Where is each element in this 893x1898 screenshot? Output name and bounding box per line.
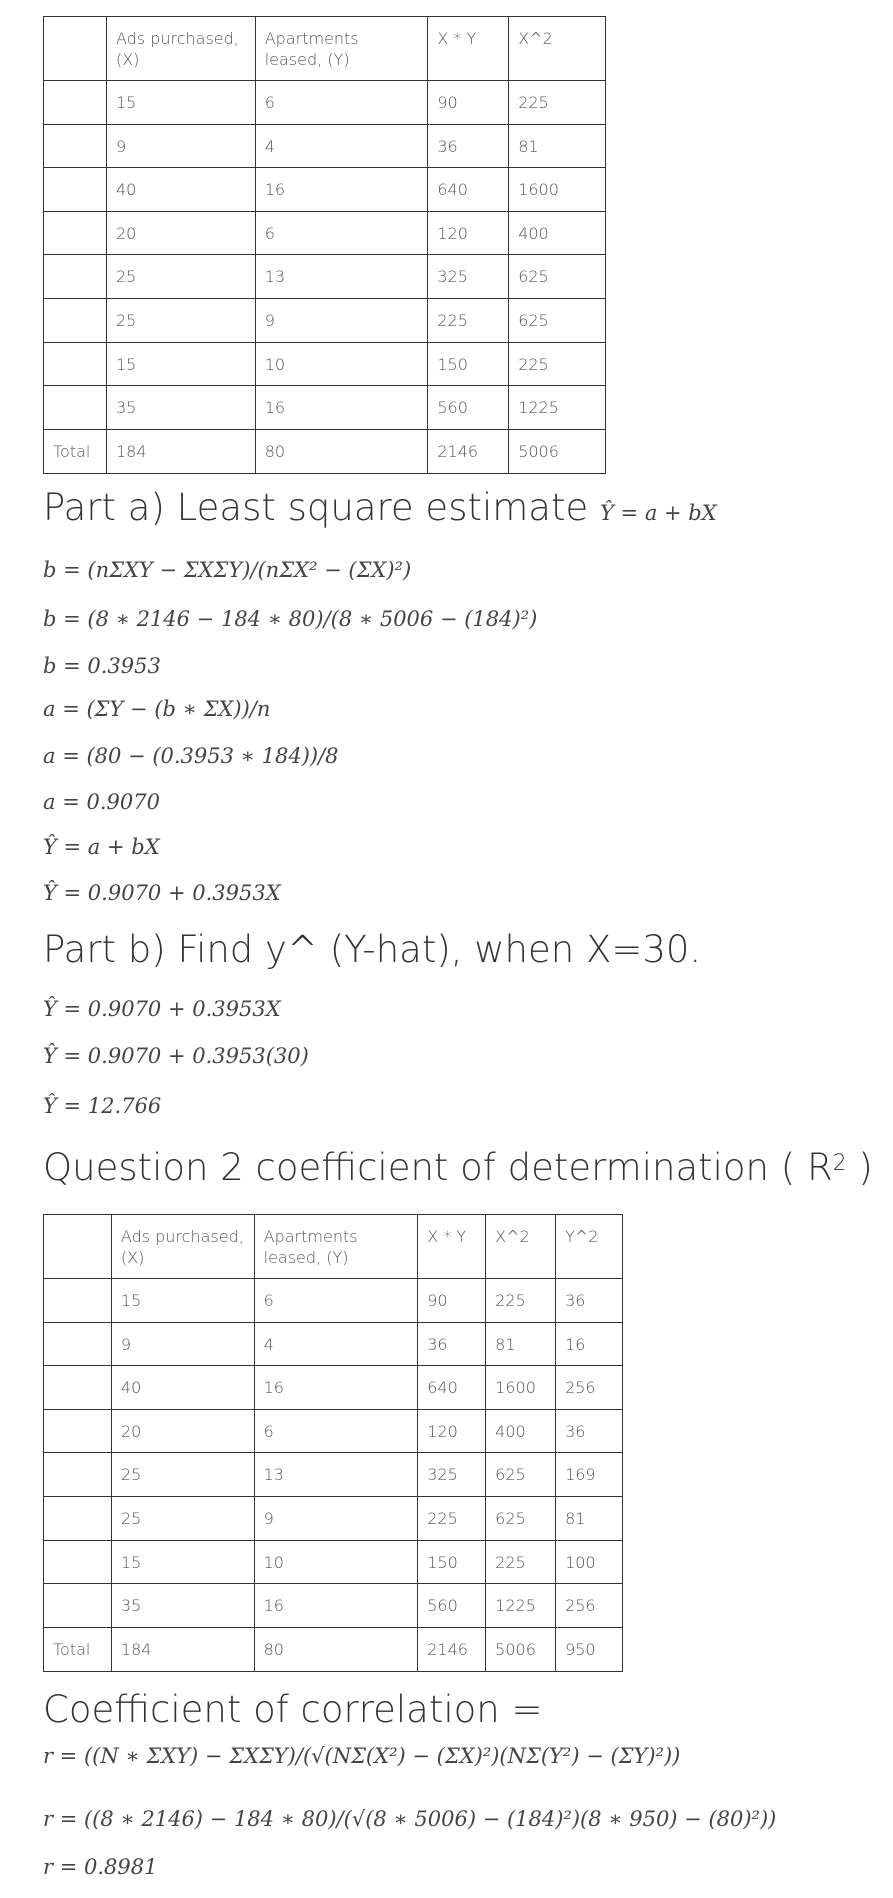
table-row	[44, 1584, 623, 1628]
table-cell: 625	[486, 1496, 556, 1540]
table-row	[44, 211, 606, 255]
table-cell: 625	[509, 298, 606, 342]
table-header-row	[44, 1215, 623, 1279]
formula-line: a = (ΣY − (b ∗ ΣX))/n	[43, 697, 271, 721]
table-cell: 13	[255, 255, 428, 299]
table-cell: 2146	[428, 429, 509, 473]
formula-line: a = (80 − (0.3953 ∗ 184))/8	[43, 744, 339, 768]
table-cell: Total	[44, 1627, 112, 1671]
table-cell: 40	[106, 168, 255, 212]
table-cell	[44, 342, 107, 386]
table-cell	[44, 168, 107, 212]
formula-line: r = ((N ∗ ΣXY) − ΣXΣY)/(√(NΣ(X²) − (ΣX)²)(NΣ(Y²) − (ΣY)²))	[43, 1744, 681, 1768]
formula-line: r = ((8 ∗ 2146) − 184 ∗ 80)/(√(8 ∗ 5006) − (184)²)(8 ∗ 950) − (80)²))	[43, 1807, 777, 1831]
formula-line: Ŷ = 0.9070 + 0.3953X	[43, 997, 281, 1021]
table-header-cell: Apartments leased, (Y)	[255, 17, 428, 81]
table-row	[44, 1366, 623, 1410]
table-cell: 560	[428, 386, 509, 430]
table-cell: 35	[111, 1584, 254, 1628]
table-cell	[44, 211, 107, 255]
table-cell: 25	[106, 255, 255, 299]
part-a-heading-formula: Ŷ = a + bX	[600, 501, 717, 525]
table-cell: 256	[556, 1584, 623, 1628]
table-total-row	[44, 1627, 623, 1671]
table-cell: 4	[254, 1322, 418, 1366]
table-cell: 16	[255, 386, 428, 430]
table-row	[44, 1409, 623, 1453]
table-header-cell: Y^2	[556, 1215, 623, 1279]
table-cell: 15	[111, 1540, 254, 1584]
table-header-row	[44, 17, 606, 81]
table-cell: 950	[556, 1627, 623, 1671]
table-cell: 6	[255, 81, 428, 125]
table-header-cell: X * Y	[428, 17, 509, 81]
table-cell: 6	[254, 1409, 418, 1453]
table-header-cell: X * Y	[418, 1215, 486, 1279]
table-cell: 4	[255, 124, 428, 168]
table-cell: 36	[556, 1409, 623, 1453]
table-cell: 100	[556, 1540, 623, 1584]
table-cell: 184	[106, 429, 255, 473]
table-cell	[44, 1409, 112, 1453]
correlation-heading: Coefficient of correlation =	[43, 1688, 543, 1731]
table-row	[44, 342, 606, 386]
table-cell: 36	[418, 1322, 486, 1366]
table-cell: 25	[111, 1453, 254, 1497]
question-2-heading-superscript: 2	[832, 1151, 847, 1176]
table-header-cell	[44, 17, 107, 81]
table-cell	[44, 386, 107, 430]
table-row	[44, 255, 606, 299]
table-cell	[44, 1322, 112, 1366]
table-cell	[44, 1453, 112, 1497]
formula-line: b = 0.3953	[43, 654, 161, 678]
table-cell: 325	[428, 255, 509, 299]
part-a-heading-text: Part a) Least square estimate	[43, 486, 589, 529]
table-cell: 9	[255, 298, 428, 342]
table-cell	[44, 298, 107, 342]
table-cell: 20	[111, 1409, 254, 1453]
table-cell: 2146	[418, 1627, 486, 1671]
table-cell: 80	[254, 1627, 418, 1671]
table-row	[44, 1496, 623, 1540]
table-cell: 225	[509, 342, 606, 386]
formula-line: Ŷ = 12.766	[43, 1094, 162, 1118]
table-cell	[44, 1366, 112, 1410]
table-cell: 1600	[509, 168, 606, 212]
table-cell: 256	[556, 1366, 623, 1410]
table-cell: 81	[556, 1496, 623, 1540]
formula-line: b = (nΣXY − ΣXΣY)/(nΣX² − (ΣX)²)	[43, 558, 412, 582]
formula-line: Ŷ = 0.9070 + 0.3953(30)	[43, 1044, 309, 1068]
table-cell: 10	[254, 1540, 418, 1584]
formula-line: Ŷ = 0.9070 + 0.3953X	[43, 881, 281, 905]
formula-line: Ŷ = a + bX	[43, 835, 160, 859]
part-b-heading: Part b) Find y^ (Y-hat), when X=30.	[43, 928, 702, 971]
table-cell: 15	[111, 1279, 254, 1323]
table-cell	[44, 81, 107, 125]
table-row	[44, 298, 606, 342]
table-cell: 625	[509, 255, 606, 299]
table-cell: 16	[254, 1584, 418, 1628]
table-cell: 5006	[486, 1627, 556, 1671]
table-cell: 9	[254, 1496, 418, 1540]
table-cell: 90	[418, 1279, 486, 1323]
table-cell	[44, 1279, 112, 1323]
question-2-heading	[43, 1146, 873, 1190]
table-cell: 169	[556, 1453, 623, 1497]
table-cell: 16	[255, 168, 428, 212]
table-cell: 184	[111, 1627, 254, 1671]
table-cell: 325	[418, 1453, 486, 1497]
table-header-cell: Apartments leased, (Y)	[254, 1215, 418, 1279]
table-cell: Total	[44, 429, 107, 473]
table-cell: 80	[255, 429, 428, 473]
table-cell: 120	[418, 1409, 486, 1453]
table-cell: 10	[255, 342, 428, 386]
table-cell: 9	[106, 124, 255, 168]
table-header-cell: X^2	[486, 1215, 556, 1279]
table-header-cell: X^2	[509, 17, 606, 81]
table-cell: 150	[428, 342, 509, 386]
table-cell: 36	[428, 124, 509, 168]
table-cell: 25	[111, 1496, 254, 1540]
table-cell: 15	[106, 81, 255, 125]
regression-table	[43, 16, 606, 474]
question-2-heading-end: )	[846, 1146, 873, 1189]
table-header-cell: Ads purchased, (X)	[106, 17, 255, 81]
table-cell: 120	[428, 211, 509, 255]
table-cell: 6	[255, 211, 428, 255]
table-cell: 640	[418, 1366, 486, 1410]
correlation-table	[43, 1214, 623, 1672]
table-cell: 225	[509, 81, 606, 125]
question-2-heading-text: Question 2 coefficient of determination ( R	[43, 1146, 833, 1189]
table-row	[44, 1322, 623, 1366]
table-cell: 560	[418, 1584, 486, 1628]
table-cell: 81	[486, 1322, 556, 1366]
table-cell: 225	[486, 1279, 556, 1323]
table-cell: 9	[111, 1322, 254, 1366]
table-cell: 13	[254, 1453, 418, 1497]
part-a-heading	[43, 486, 717, 535]
table-cell: 6	[254, 1279, 418, 1323]
table-cell: 36	[556, 1279, 623, 1323]
table-cell: 400	[486, 1409, 556, 1453]
table-cell: 5006	[509, 429, 606, 473]
table-cell: 1225	[486, 1584, 556, 1628]
table-cell: 40	[111, 1366, 254, 1410]
table-cell: 225	[428, 298, 509, 342]
table-cell: 16	[556, 1322, 623, 1366]
table-header-cell	[44, 1215, 112, 1279]
formula-line: r = 0.8981	[43, 1855, 158, 1879]
table-row	[44, 1279, 623, 1323]
table-row	[44, 168, 606, 212]
table-cell	[44, 1496, 112, 1540]
table-cell: 25	[106, 298, 255, 342]
table-cell: 640	[428, 168, 509, 212]
table-row	[44, 1540, 623, 1584]
table-row	[44, 386, 606, 430]
table-total-row	[44, 429, 606, 473]
table-row	[44, 1453, 623, 1497]
table-cell: 625	[486, 1453, 556, 1497]
table-cell: 1225	[509, 386, 606, 430]
table-cell: 400	[509, 211, 606, 255]
table-cell: 225	[486, 1540, 556, 1584]
table-cell	[44, 255, 107, 299]
table-cell: 81	[509, 124, 606, 168]
table-cell	[44, 1584, 112, 1628]
table-cell: 225	[418, 1496, 486, 1540]
table-cell: 16	[254, 1366, 418, 1410]
formula-line: b = (8 ∗ 2146 − 184 ∗ 80)/(8 ∗ 5006 − (184)²)	[43, 607, 538, 631]
table-cell: 15	[106, 342, 255, 386]
table-cell	[44, 124, 107, 168]
table-cell: 1600	[486, 1366, 556, 1410]
table-row	[44, 81, 606, 125]
table-cell	[44, 1540, 112, 1584]
table-cell: 90	[428, 81, 509, 125]
table-row	[44, 124, 606, 168]
table-cell: 150	[418, 1540, 486, 1584]
formula-line: a = 0.9070	[43, 790, 160, 814]
table-header-cell: Ads purchased, (X)	[111, 1215, 254, 1279]
table-cell: 35	[106, 386, 255, 430]
table-cell: 20	[106, 211, 255, 255]
